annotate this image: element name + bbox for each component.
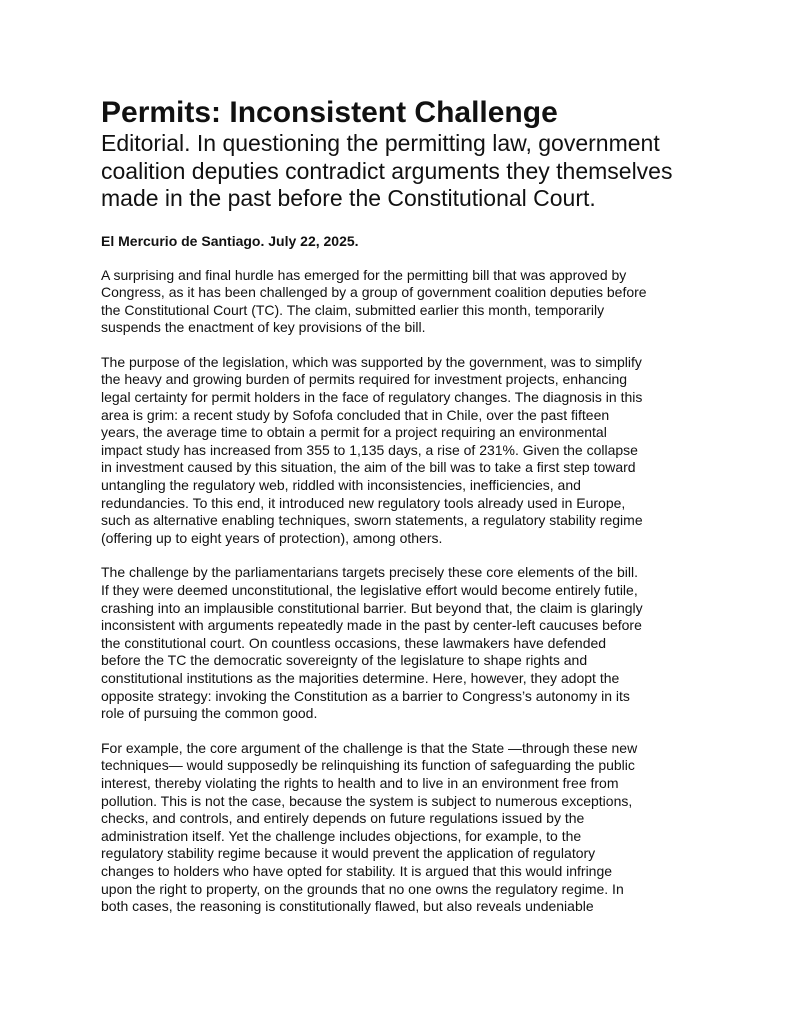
- spacer: [101, 337, 707, 354]
- text-line: role of pursuing the common good.: [101, 705, 318, 722]
- text-line: impact study has increased from 355 to 1,135 days, a rise of 231%. Given the collapse: [101, 441, 638, 458]
- text-line: techniques— would supposedly be relinquishing its function of safeguarding the public: [101, 757, 635, 774]
- text-line: untangling the regulatory web, riddled with inconsistencies, inefficiencies, and: [101, 477, 581, 494]
- paragraph-2: [101, 354, 707, 548]
- text-line: in investment caused by this situation, the aim of the bill was to take a first step toward: [101, 459, 636, 476]
- byline: El Mercurio de Santiago. July 22, 2025.: [101, 232, 359, 249]
- text-line: suspends the enactment of key provisions of the bill.: [101, 319, 426, 336]
- text-line: the heavy and growing burden of permits required for investment projects, enhancing: [101, 371, 628, 388]
- text-line: area is grim: a recent study by Sofofa concluded that in Chile, over the past fifteen: [101, 406, 610, 423]
- text-line: before the TC the democratic sovereignty of the legislature to shape rights and: [101, 652, 588, 669]
- text-line: the constitutional court. On countless occasions, these lawmakers have defended: [101, 634, 607, 651]
- paragraph-3: [101, 564, 707, 722]
- spacer: [101, 547, 707, 564]
- text-line: redundancies. To this end, it introduced new regulatory tools already used in Europe,: [101, 494, 626, 511]
- text-line: For example, the core argument of the challenge is that the State —through these new: [101, 739, 638, 756]
- text-line: regulatory stability regime because it would prevent the application of regulatory: [101, 845, 596, 862]
- text-line: A surprising and final hurdle has emerged for the permitting bill that was approved by: [101, 266, 627, 283]
- text-line: interest, thereby violating the rights to health and to live in an environment free from: [101, 774, 619, 791]
- subtitle-line: coalition deputies contradict arguments they themselves: [101, 157, 673, 184]
- text-line: pollution. This is not the case, because the system is subject to numerous exceptions,: [101, 792, 633, 809]
- text-line: upon the right to property, on the grounds that no one owns the regulatory regime. In: [101, 880, 624, 897]
- text-line: crashing into an implausible constitutional barrier. But beyond that, the claim is glaringly: [101, 599, 643, 616]
- text-line: the Constitutional Court (TC). The claim, submitted earlier this month, temporarily: [101, 301, 605, 318]
- text-line: constitutional institutions as the majorities determine. Here, however, they adopt the: [101, 669, 620, 686]
- text-line: inconsistent with arguments repeatedly made in the past by center-left caucuses before: [101, 617, 642, 634]
- text-line: (offering up to eight years of protection), among others.: [101, 529, 443, 546]
- article-subtitle: [101, 130, 707, 213]
- text-line: administration itself. Yet the challenge includes objections, for example, to the: [101, 827, 582, 844]
- text-line: opposite strategy: invoking the Constitution as a barrier to Congress’s autonomy in its: [101, 687, 630, 704]
- text-line: Congress, as it has been challenged by a group of government coalition deputies before: [101, 284, 647, 301]
- text-line: years, the average time to obtain a permit for a project requiring an environmental: [101, 424, 607, 441]
- spacer: [101, 723, 707, 740]
- text-line: checks, and controls, and entirely depends on future regulations issued by the: [101, 810, 585, 827]
- text-line: The purpose of the legislation, which was supported by the government, was to simplify: [101, 353, 642, 370]
- text-line: If they were deemed unconstitutional, the legislative effort would become entirely futile,: [101, 582, 638, 598]
- text-line: changes to holders who have opted for stability. It is argued that this would infringe: [101, 862, 613, 879]
- text-line: The challenge by the parliamentarians targets precisely these core elements of the bill.: [101, 564, 638, 581]
- text-line: legal certainty for permit holders in the face of regulatory changes. The diagnosis in this: [101, 389, 643, 406]
- paragraph-4: [101, 740, 707, 916]
- article: [101, 96, 707, 916]
- subtitle-line: Editorial. In questioning the permitting law, government: [101, 130, 660, 156]
- text-line: such as alternative enabling techniques, sworn statements, a regulatory stability regime: [101, 512, 643, 529]
- article-title: Permits: Inconsistent Challenge: [101, 96, 558, 129]
- spacer: [101, 250, 707, 267]
- paragraph-1: [101, 267, 707, 337]
- text-line: both cases, the reasoning is constitutionally flawed, but also reveals undeniable: [101, 898, 594, 915]
- subtitle-line: made in the past before the Constitutional Court.: [101, 185, 596, 211]
